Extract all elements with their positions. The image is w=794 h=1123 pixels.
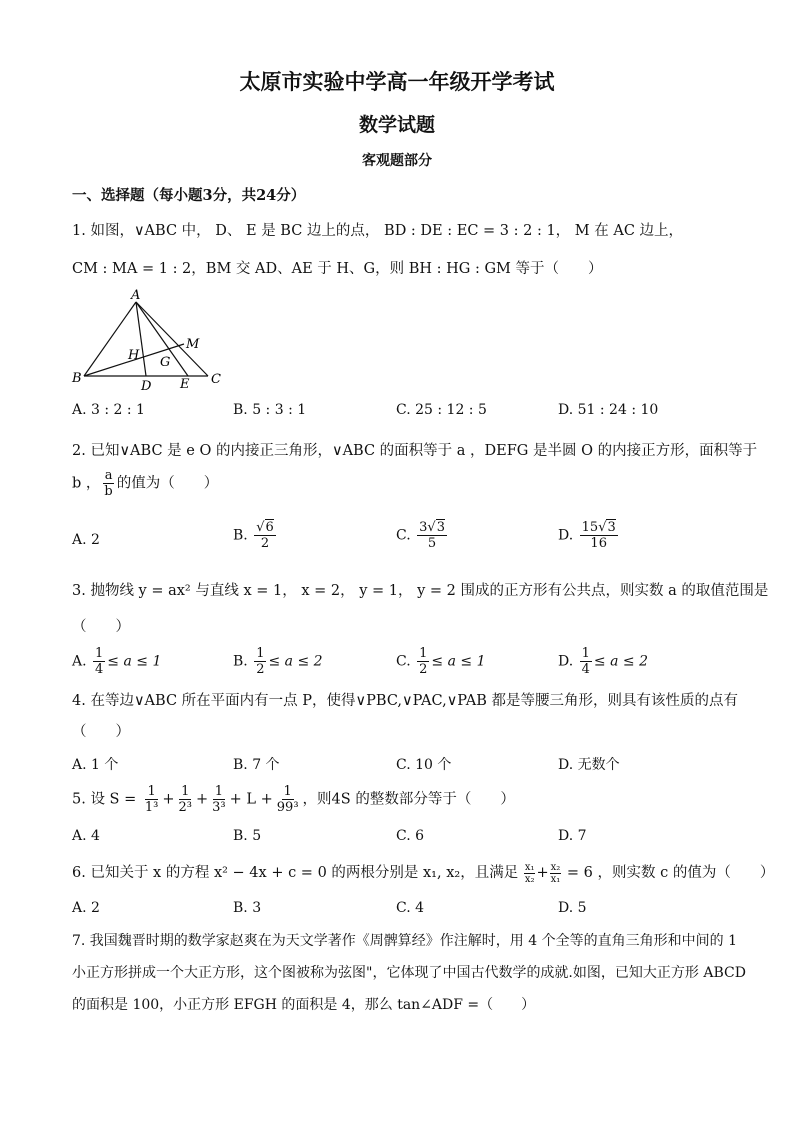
q5-suffix: ，则4S 的整数部分等于（ ） (302, 791, 515, 808)
q2-line1: 2. 已知∨ABC 是 e O 的内接正三角形，∨ABC 的面积等于 a ，DEFG 是半圆 O 的内接正方形，面积等于 (72, 443, 758, 459)
q1-line2: CM : MA = 1 : 2，BM 交 AD、AE 于 H、G，则 BH : HG : GM 等于（ ） (72, 261, 603, 277)
q1-label-h: H (128, 348, 140, 363)
q1-line1: 1. 如图，∨ABC 中， D、 E 是 BC 边上的点， BD : DE : EC = 3 : 2 : 1， M 在 AC 边上， (72, 223, 684, 239)
q7-line2: 小正方形拼成一个大正方形，这个图被称为弦图"，它体现了中国古代数学的成就.如图，已知大正方形 ABCD (72, 965, 746, 981)
q2-option-a[interactable]: A. 2 (72, 532, 100, 548)
q1-triangle-figure (70, 286, 230, 394)
section-heading: 一、选择题（每小题3分，共24分） (72, 187, 306, 204)
q4-option-d[interactable]: D. 无数个 (558, 757, 620, 773)
q2-line2-post: 的值为（ ） (116, 475, 219, 492)
q3-option-d[interactable]: D. $\frac{1}{4}$ ≤ a ≤ 2 (558, 646, 648, 677)
q1-option-d[interactable]: D. 51 : 24 : 10 (558, 402, 659, 418)
q2-line2 (72, 468, 722, 499)
q1-label-c: C (211, 372, 221, 387)
q3-option-a[interactable]: A. $\frac{1}{4}$ ≤ a ≤ 1 (72, 646, 162, 677)
q4-line1: 4. 在等边∨ABC 所在平面内有一点 P，使得∨PBC,∨PAC,∨PAB 都是等腰三角形，则具有该性质的点有 (72, 693, 738, 709)
q1-label-g: G (160, 355, 171, 370)
q2-option-b[interactable]: B. $\frac{√6}{2}$ (233, 520, 274, 551)
q5-option-d[interactable]: D. 7 (558, 828, 587, 844)
q5-option-c[interactable]: C. 6 (396, 828, 425, 844)
q3-option-b[interactable]: B. $\frac{1}{2}$ ≤ a ≤ 2 (233, 646, 323, 677)
q1-label-e: E (180, 377, 190, 392)
q7-line3: 的面积是 100，小正方形 EFGH 的面积是 4，那么 tan∠ADF =（ ） (72, 997, 536, 1013)
q1-option-b[interactable]: B. 5 : 3 : 1 (233, 402, 307, 418)
q6-option-b[interactable]: B. 3 (233, 900, 262, 916)
q3-line1: 3. 抛物线 y = ax² 与直线 x = 1， x = 2， y = 1， y = 2 围成的正方形有公共点，则实数 a 的取值范围是 (72, 583, 769, 599)
q3-option-c[interactable]: C. $\frac{1}{2}$ ≤ a ≤ 1 (396, 646, 486, 677)
q1-option-c[interactable]: C. 25 : 12 : 5 (396, 402, 487, 418)
q6-suffix: = 6 ，则实数 c 的值为（ ） (566, 865, 775, 881)
q1-label-m: M (186, 337, 200, 352)
q1-label-b: B (72, 371, 82, 386)
q4-line2: （ ） (72, 724, 130, 740)
q1-label-d: D (141, 379, 152, 394)
q5-option-a[interactable]: A. 4 (72, 828, 100, 844)
q2-fraction: $\frac{a}{b}$ (104, 468, 113, 499)
q2-option-c[interactable]: C. $\frac{3√3}{5}$ (396, 520, 445, 551)
q1-option-a[interactable]: A. 3 : 2 : 1 (72, 402, 145, 418)
q4-option-a[interactable]: A. 1 个 (72, 757, 119, 773)
q6-option-a[interactable]: A. 2 (72, 900, 100, 916)
q2-option-d[interactable]: D. $\frac{15√3}{16}$ (558, 520, 616, 551)
q1-label-a: A (131, 288, 141, 303)
q6-line: 6. 已知关于 x 的方程 x² − 4x + c = 0 的两根分别是 x₁, x₂，且满足 $\frac{\text{x₁}}{\text{x₂}}$ + $\frac{\text{x₂}}{\text{x₁}}$ = 6 ，则实数 c 的值为（ ） (72, 861, 775, 885)
subject-title: 数学试题 (358, 114, 435, 136)
q6-option-c[interactable]: C. 4 (396, 900, 425, 916)
q4-option-b[interactable]: B. 7 个 (233, 757, 280, 773)
q3-line2: （ ） (72, 619, 130, 635)
part-title: 客观题部分 (362, 153, 432, 169)
q6-prefix: 6. 已知关于 x 的方程 x² − 4x + c = 0 的两根分别是 x₁, x₂，且满足 (72, 865, 519, 881)
q6-option-d[interactable]: D. 5 (558, 900, 587, 916)
q2-line2-pre: b ， (72, 475, 101, 492)
q4-option-c[interactable]: C. 10 个 (396, 757, 452, 773)
q5-option-b[interactable]: B. 5 (233, 828, 262, 844)
q5-line: 5. 设 S = $\frac{1}{\text{1³}}$ + $\frac{1}{\text{2³}}$ + $\frac{1}{\text{3³}}$ + L + $\frac{1}{\text{99³}}$ ，则4S 的整数部分等于（ ） (72, 784, 515, 815)
q5-prefix: 5. 设 S = (72, 791, 137, 808)
q7-line1: 7. 我国魏晋时期的数学家赵爽在为天文学著作《周髀算经》作注解时，用 4 个全等的直角三角形和中间的 1 (72, 933, 737, 949)
school-title: 太原市实验中学高一年级开学考试 (239, 69, 555, 94)
